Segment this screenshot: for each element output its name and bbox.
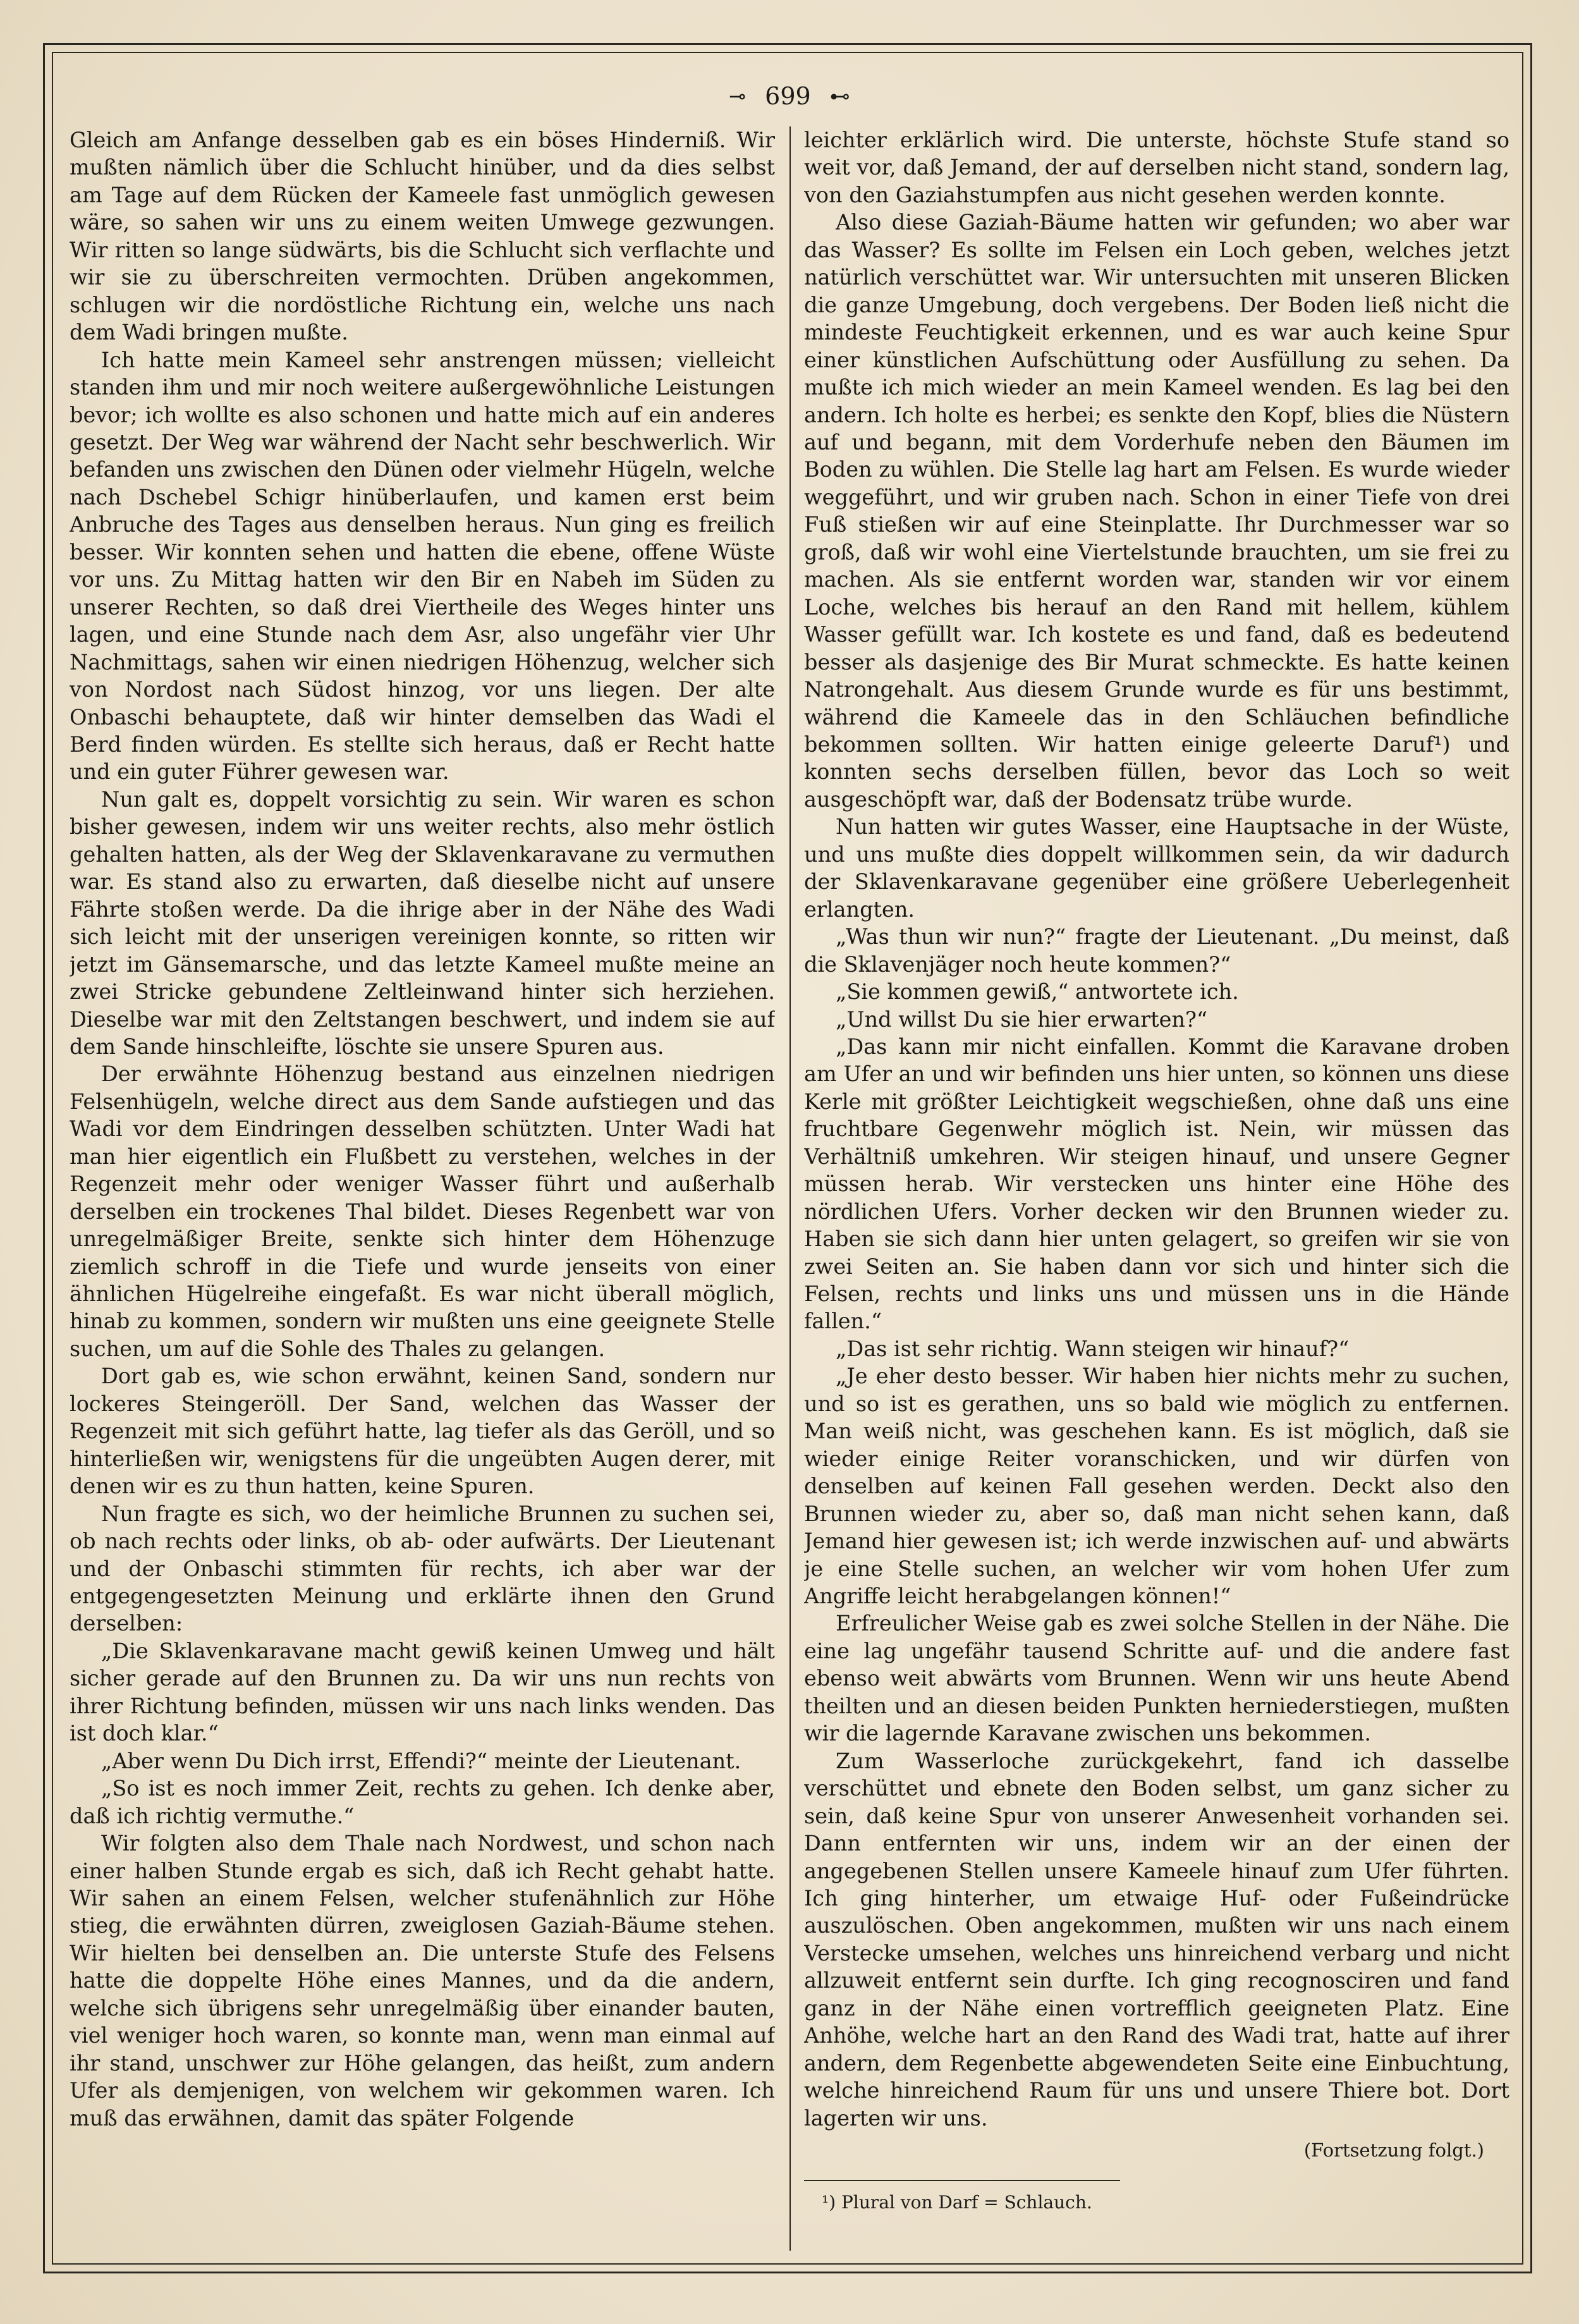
right-column — [804, 126, 1509, 2251]
paragraph: leichter erklärlich wird. Die unterste, höchste Stufe stand so weit vor, daß Jemand, der auf derselben nicht stand, sondern lag, von den Gaziahstumpfen aus nicht gesehen werden konnte. — [804, 128, 1509, 207]
footnote-rule — [804, 2180, 1120, 2181]
paragraph: „Aber wenn Du Dich irrst, Effendi?“ meinte der Lieutenant. — [101, 1748, 741, 1773]
paragraph: Gleich am Anfange desselben gab es ein böses Hinderniß. Wir mußten nämlich über die Schlucht hinüber, und da dies selbst am Tage auf dem Rücken der Kameele fast unmöglich gewesen wäre, so sahen wir uns zu einem weiten Umwege gezwungen. Wir ritten so lange südwärts, bis die Schlucht sich verflachte und wir sie zu überschreiten vermochten. Drüben angekommen, schlugen wir die nordöstliche Richtung ein, welche uns nach dem Wadi bringen mußte. — [70, 128, 775, 345]
paragraph: „So ist es noch immer Zeit, rechts zu gehen. Ich denke aber, daß ich richtig vermuthe.“ — [70, 1776, 775, 1828]
left-column — [70, 126, 775, 2251]
paragraph: Der erwähnte Höhenzug bestand aus einzelnen niedrigen Felsenhügeln, welche direct aus dem Sande aufstiegen und das Wadi vor dem Eindringen desselben schützten. Unter Wadi hat man hier eigentlich ein Flußbett zu verstehen, welches in der Regenzeit mehr oder weniger Wasser führt und außerhalb derselben ein trockenes Thal bildet. Dieses Regenbett war von unregelmäßiger Breite, senkte sich hinter dem Höhenzuge ziemlich schroff in die Tiefe und wurde jenseits von einer ähnlichen Hügelreihe eingefaßt. Es war nicht überall möglich, hinab zu kommen, sondern wir mußten uns eine geeignete Stelle suchen, um auf die Sohle des Thales zu gelangen. — [70, 1061, 775, 1361]
paragraph: Zum Wasserloche zurückgekehrt, fand ich dasselbe verschüttet und ebnete den Boden selbst, um ganz sicher zu sein, daß keine Spur von unserer Anwesenheit vorhanden sei. Dann entfernten wir uns, indem wir an der einen der angegebenen Stellen unsere Kameele hinauf zum Ufer führten. Ich ging hinterher, um etwaige Huf- oder Fußeindrücke auszulöschen. Oben angekommen, mußten wir uns nach einem Verstecke umsehen, welches uns hinreichend verbarg und nicht allzuweit entfernt sein durfte. Ich ging recognosciren und fand ganz in der Nähe einen vortrefflich geeigneten Platz. Eine Anhöhe, welche hart an den Rand des Wadi trat, hatte auf ihrer andern, dem Regenbette abgewendeten Seite eine Einbuchtung, welche hinreichend Raum für uns und unsere Thiere bot. Dort lagerten wir uns. — [804, 1748, 1509, 2131]
column-divider — [790, 126, 791, 2251]
ornament-left-icon: ⊸ — [729, 83, 747, 108]
paragraph: Also diese Gaziah-Bäume hatten wir gefunden; wo aber war das Wasser? Es sollte im Felsen ein Loch geben, welches jetzt natürlich verschüttet war. Wir untersuchten mit unseren Blicken die ganze Umgebung, doch vergebens. Der Boden ließ nicht die mindeste Feuchtigkeit erkennen, und es war auch keine Spur einer künstlichen Aufschüttung oder Ausfüllung zu sehen. Da mußte ich mich wieder an mein Kameel wenden. Es lag bei den andern. Ich holte es herbei; es senkte den Kopf, blies die Nüstern auf und begann, mit dem Vorderhufe neben den Bäumen im Boden zu wühlen. Die Stelle lag hart am Felsen. Es wurde wieder weggeführt, und wir gruben nach. Schon in einer Tiefe von drei Fuß stießen wir auf eine Steinplatte. Ihr Durchmesser war so groß, daß wir wohl eine Viertelstunde brauchten, um sie frei zu machen. Als sie entfernt worden war, standen wir vor einem Loche, welches bis herauf an den Rand mit hellem, kühlem Wasser gefüllt war. Ich kostete es und fand, daß es bedeutend besser als dasjenige des Bir Murat schmeckte. Es hatte keinen Natrongehalt. Aus diesem Grunde wurde es für uns bestimmt, während die Kameele das in den Schläuchen befindliche bekommen sollten. Wir hatten einige geleerte Daruf¹) und konnten sechs derselben füllen, bevor das Loch so weit ausgeschöpft war, daß der Bodensatz trübe wurde. — [804, 210, 1509, 812]
right-column-text — [804, 126, 1509, 2132]
paragraph: Erfreulicher Weise gab es zwei solche Stellen in der Nähe. Die eine lag ungefähr tausend Schritte auf- und die andere fast ebenso weit abwärts vom Brunnen. Wenn wir uns heute Abend theilten und an diesen beiden Punkten herniederstiegen, mußten wir die lagernde Karavane zwischen uns bekommen. — [804, 1611, 1509, 1746]
paragraph: „Und willst Du sie hier erwarten?“ — [836, 1006, 1208, 1032]
paragraph: Wir folgten also dem Thale nach Nordwest, und schon nach einer halben Stunde ergab es sich, daß ich Recht gehabt hatte. Wir sahen an einem Felsen, welcher stufenähnlich zur Höhe stieg, die erwähnten dürren, zweiglosen Gaziah-Bäume stehen. Wir hielten bei denselben an. Die unterste Stufe des Felsens hatte die doppelte Höhe eines Mannes, und da die andern, welche sich übrigens sehr unregelmäßig über einander bauten, viel weniger hoch waren, so konnte man, wenn man einmal auf ihr stand, unschwer zur Höhe gelangen, das heißt, zum andern Ufer als demjenigen, von welchem wir gekommen waren. Ich muß das erwähnen, damit das später Folgende — [70, 1831, 775, 2131]
paragraph: „Das ist sehr richtig. Wann steigen wir hinauf?“ — [836, 1336, 1350, 1361]
page-number: 699 — [765, 82, 811, 110]
ornament-right-icon: ⊷ — [829, 83, 850, 108]
paragraph: „Das kann mir nicht einfallen. Kommt die Karavane droben am Ufer an und wir befinden uns hier unten, so können uns diese Kerle mit größter Leichtigkeit wegschießen, ohne daß uns eine fruchtbare Gegenwehr möglich ist. Nein, wir müssen das Verhältniß umkehren. Wir steigen hinauf, und unsere Gegner müssen herab. Wir verstecken uns hinter eine Höhe des nördlichen Ufers. Vorher decken wir den Brunnen wieder zu. Haben sie sich dann hier unten gelagert, so greifen wir sie von zwei Seiten an. Sie haben dann vor sich und hinter sich die Felsen, rechts und links uns und müssen uns in die Hände fallen.“ — [804, 1034, 1509, 1334]
paragraph: Ich hatte mein Kameel sehr anstrengen müssen; vielleicht standen ihm und mir noch weitere außergewöhnliche Leistungen bevor; ich wollte es also schonen und hatte mich auf ein anderes gesetzt. Der Weg war während der Nacht sehr beschwerlich. Wir befanden uns zwischen den Dünen oder vielmehr Hügeln, welche nach Dschebel Schigr hinüberlaufen, und kamen erst beim Anbruche des Tages aus denselben heraus. Nun ging es freilich besser. Wir konnten sehen und hatten die ebene, offene Wüste vor uns. Zu Mittag hatten wir den Bir en Nabeh im Süden zu unserer Rechten, so daß drei Viertheile des Weges hinter uns lagen, und eine Stunde nach dem Asr, also ungefähr vier Uhr Nachmittags, sahen wir einen niedrigen Höhenzug, welcher sich von Nordost nach Südost hinzog, vor uns liegen. Der alte Onbaschi behauptete, daß wir hinter demselben das Wadi el Berd finden würden. Es stellte sich heraus, daß er Recht hatte und ein guter Führer gewesen war. — [70, 347, 775, 785]
paragraph: Nun fragte es sich, wo der heimliche Brunnen zu suchen sei, ob nach rechts oder links, ob ab- oder aufwärts. Der Lieutenant und der Onbaschi stimmten für rechts, ich aber war der entgegengesetzten Meinung und erklärte ihnen den Grund derselben: — [70, 1501, 775, 1636]
paragraph: „Sie kommen gewiß,“ antwortete ich. — [836, 979, 1239, 1005]
paragraph: Dort gab es, wie schon erwähnt, keinen Sand, sondern nur lockeres Steingeröll. Der Sand, welchen das Wasser der Regenzeit mit sich geführt hatte, lag tiefer als das Geröll, und so hinterließen wir, wenigstens für die ungeübten Augen derer, mit denen wir es zu thun hatten, keine Spuren. — [70, 1364, 775, 1499]
paragraph: Nun galt es, doppelt vorsichtig zu sein. Wir waren es schon bisher gewesen, indem wir uns weiter rechts, also mehr östlich gehalten hatten, als der Weg der Sklavenkaravane zu vermuthen war. Es stand also zu erwarten, daß dieselbe nicht auf unsere Fährte stoßen werde. Da die ihrige aber in der Nähe des Wadi sich leicht mit der unserigen vereinigen konnte, so ritten wir jetzt im Gänsemarsche, und das letzte Kameel mußte meine an zwei Stricke gebundene Zeltleinwand hinter sich herziehen. Dieselbe war mit den Zeltstangen beschwert, und indem sie auf dem Sande hinschleifte, löschte sie unsere Spuren aus. — [70, 786, 775, 1059]
paragraph: Nun hatten wir gutes Wasser, eine Hauptsache in der Wüste, und uns mußte dies doppelt willkommen sein, da wir dadurch der Sklavenkaravane gegenüber eine größere Ueberlegenheit erlangten. — [804, 814, 1509, 922]
continued-note: (Fortsetzung folgt.) — [1303, 2139, 1484, 2162]
paragraph: „Je eher desto besser. Wir haben hier nichts mehr zu suchen, und so ist es gerathen, uns so bald wie möglich zu entfernen. Man weiß nicht, was geschehen kann. Es ist möglich, daß sie wieder einige Reiter voranschicken, und wir dürfen von denselben auf keinen Fall gesehen werden. Deckt also den Brunnen wieder zu, aber so, daß man nicht sehen kann, daß Jemand hier gewesen ist; ich werde inzwischen auf- und abwärts je eine Stelle suchen, an welcher wir vom hohen Ufer zum Angriffe leicht herabgelangen können!“ — [804, 1364, 1509, 1609]
footnote: ¹) Plural von Darf = Schlauch. — [822, 2191, 1092, 2213]
page-header — [0, 75, 1579, 113]
paragraph: „Was thun wir nun?“ fragte der Lieutenant. „Du meinst, daß die Sklavenjäger noch heute kommen?“ — [804, 924, 1509, 977]
paragraph: „Die Sklavenkaravane macht gewiß keinen Umweg und hält sicher gerade auf den Brunnen zu. Da wir uns nun rechts von ihrer Richtung befinden, müssen wir uns nach links wenden. Das ist doch klar.“ — [70, 1638, 775, 1746]
